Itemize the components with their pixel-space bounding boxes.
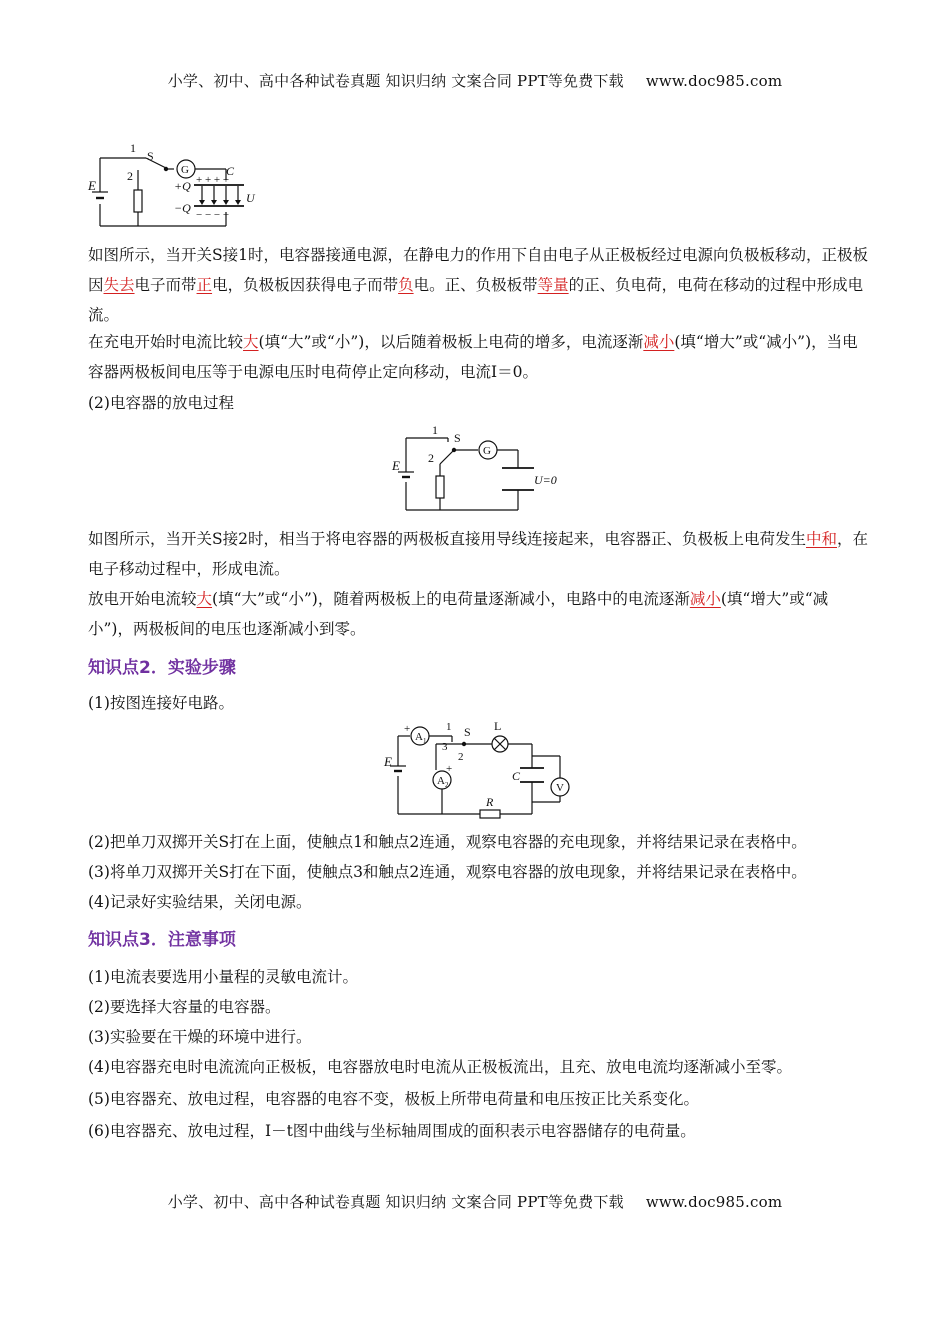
charging-paragraph-2: 在充电开始时电流比较大(填“大”或“小”)，以后随着极板上电荷的增多，电流逐渐减小(填“增大”或“减小”)，当电容器两极板间电压等于电源电压时电荷停止定向移动，电流I＝0。 <box>88 333 858 381</box>
kp2-step-4: (4)记录好实验结果，关闭电源。 <box>88 893 312 911</box>
fig1-plus-charges: + + + + <box>196 174 230 186</box>
kp3-item: (1)电流表要选用小量程的灵敏电流计。 <box>88 968 358 986</box>
fig2-label-E: E <box>392 458 400 473</box>
experiment-circuit-figure <box>380 718 580 820</box>
fig1-label-negQ: −Q <box>174 201 191 215</box>
footer-text: 小学、初中、高中各种试卷真题 知识归纳 文案合同 PPT等免费下载 <box>167 1193 624 1211</box>
fig3-ammeter-A1-sub: 1 <box>423 737 427 745</box>
answer-blank: 减小 <box>689 590 721 608</box>
kp3-title: 知识点3．注意事项 <box>88 930 236 950</box>
fig1-label-posQ: +Q <box>174 179 191 193</box>
charging-paragraph-1: 如图所示，当开关S接1时，电容器接通电源，在静电力的作用下自由电子从正极板经过电源向负极板移动，正极板因失去电子而带正电，负极板因获得电子而带负电。正、负极板带等量的正、负电荷，电荷在移动的过程中形成电流。 <box>88 246 868 324</box>
answer-blank: 负 <box>398 276 414 294</box>
fig3-ammeter-A1: A <box>415 731 423 743</box>
fig3-label-R: R <box>486 795 494 809</box>
header-url[interactable]: www.doc985.com <box>645 72 783 90</box>
fig1-label-U: U <box>246 191 255 205</box>
kp3-item: (6)电容器充、放电过程，I－t图中曲线与坐标轴周围成的面积表示电容器储存的电荷量。 <box>88 1122 696 1140</box>
discharging-paragraph-2: 放电开始电流较大(填“大”或“小”)，随着两极板上的电荷量逐渐减小，电路中的电流逐渐减小(填“增大”或“减小”)，两极板间的电压也逐渐减小到零。 <box>88 590 829 638</box>
page-footer <box>0 1191 950 1212</box>
kp2-title: 知识点2．实验步骤 <box>88 658 236 678</box>
fig3-label-3: 3 <box>442 741 448 753</box>
kp2-step-2: (2)把单刀双掷开关S打在上面，使触点1和触点2连通，观察电容器的充电现象，并将结果记录在表格中。 <box>88 833 807 851</box>
fig3-ammeter1-plus: + <box>404 723 411 735</box>
fig3-voltmeter-V: V <box>556 782 564 794</box>
fig3-ammeter-A2: A <box>437 775 445 787</box>
fig1-galvanometer-G: G <box>181 164 189 176</box>
discharging-paragraph-1: 如图所示，当开关S接2时，相当于将电容器的两极板直接用导线连接起来，电容器正、负极板上电荷发生中和，在电子移动过程中，形成电流。 <box>88 530 869 578</box>
kp2-step-3: (3)将单刀双掷开关S打在下面，使触点3和触点2连通，观察电容器的放电现象，并将结果记录在表格中。 <box>88 863 807 881</box>
answer-blank: 大 <box>243 333 259 351</box>
footer-url[interactable]: www.doc985.com <box>645 1193 783 1211</box>
discharging-circuit-figure <box>388 420 568 516</box>
kp3-item: (4)电容器充电时电流流向正极板，电容器放电时电流从正极板流出，且充、放电电流均逐渐减小至零。 <box>88 1058 792 1076</box>
kp3-item: (2)要选择大容量的电容器。 <box>88 998 281 1016</box>
answer-blank: 减小 <box>643 333 675 351</box>
answer-blank: 失去 <box>103 276 135 294</box>
fig2-label-S: S <box>454 431 461 445</box>
fig3-label-S: S <box>464 725 471 739</box>
fig3-label-E: E <box>384 754 392 769</box>
fig2-label-U0: U=0 <box>534 473 557 487</box>
fig3-ammeter-A2-sub: 2 <box>445 781 449 789</box>
fig2-label-1: 1 <box>432 423 438 437</box>
page-header <box>0 70 950 91</box>
kp3-item: (5)电容器充、放电过程，电容器的电容不变，极板上所带电荷量和电压按正比关系变化。 <box>88 1090 699 1108</box>
charging-circuit-figure <box>86 140 266 230</box>
fig1-minus-charges: − − − − <box>196 209 230 221</box>
fig1-label-E: E <box>88 178 96 193</box>
fig2-galvanometer-G: G <box>483 445 491 457</box>
answer-blank: 正 <box>196 276 213 294</box>
kp3-item: (3)实验要在干燥的环境中进行。 <box>88 1028 312 1046</box>
fig1-label-2: 2 <box>127 169 133 183</box>
fig3-ammeter2-plus: + <box>446 763 453 775</box>
fig3-label-C: C <box>512 769 521 783</box>
kp2-step-1: (1)按图连接好电路。 <box>88 694 234 712</box>
fig2-label-2: 2 <box>428 451 434 465</box>
header-text: 小学、初中、高中各种试卷真题 知识归纳 文案合同 PPT等免费下载 <box>167 72 624 90</box>
answer-blank: 中和 <box>805 530 837 548</box>
fig3-label-2: 2 <box>458 751 464 763</box>
discharge-title: (2)电容器的放电过程 <box>88 394 234 412</box>
fig1-label-1: 1 <box>130 141 136 155</box>
fig1-label-C: C <box>226 164 235 178</box>
answer-blank: 等量 <box>537 276 569 294</box>
fig3-label-1: 1 <box>446 721 452 733</box>
answer-blank: 大 <box>196 590 213 608</box>
fig1-label-S: S <box>147 149 154 163</box>
fig3-label-L: L <box>494 719 502 733</box>
